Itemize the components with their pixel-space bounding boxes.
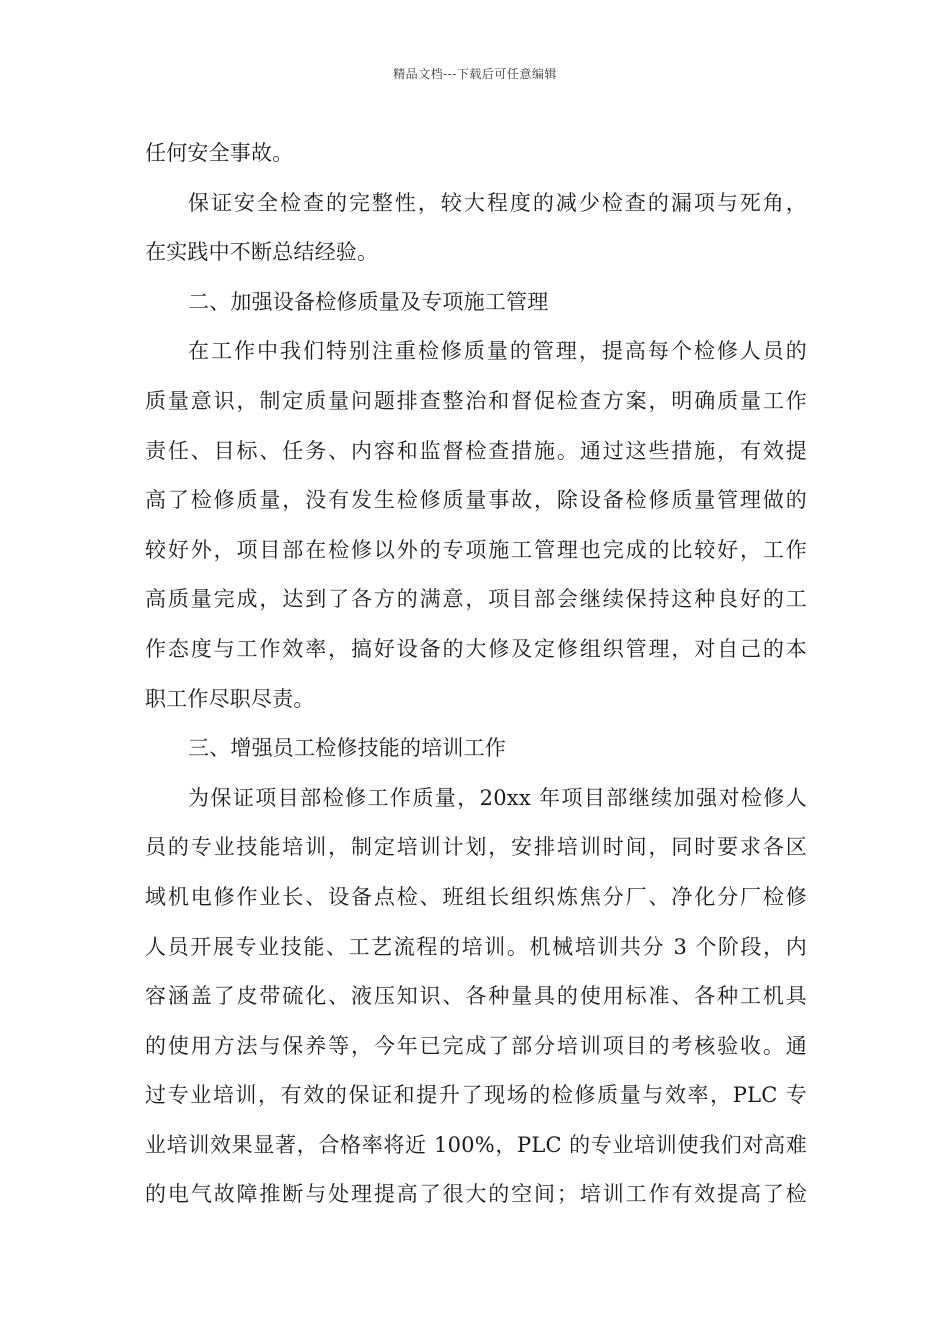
text-line: 的使用方法与保养等，今年已完成了部分培训项目的考核验收。通 xyxy=(145,1033,807,1058)
text-line: 高了检修质量，没有发生检修质量事故，除设备检修质量管理做的 xyxy=(145,488,807,513)
text-line: 较好外，项目部在检修以外的专项施工管理也完成的比较好，工作 xyxy=(145,537,807,562)
text-line: 为保证项目部检修工作质量，20xx 年项目部继续加强对检修人 xyxy=(188,785,807,810)
document-body xyxy=(145,129,807,1220)
text-line: 业培训效果显著，合格率将近 100%，PLC 的专业培训使我们对高难 xyxy=(145,1132,807,1157)
text-line: 三、增强员工检修技能的培训工作 xyxy=(188,736,506,761)
text-line: 域机电修作业长、设备点检、班组长组织炼焦分厂、净化分厂检修 xyxy=(145,884,807,909)
text-line: 二、加强设备检修质量及专项施工管理 xyxy=(188,289,549,314)
text-line: 在工作中我们特别注重检修质量的管理，提高每个检修人员的 xyxy=(188,339,807,364)
text-line: 的电气故障推断与处理提高了很大的空间；培训工作有效提高了检 xyxy=(145,1182,807,1207)
text-line: 在实践中不断总结经验。 xyxy=(145,240,379,265)
text-line: 人员开展专业技能、工艺流程的培训。机械培训共分 3 个阶段，内 xyxy=(145,934,807,959)
text-line: 员的专业技能培训，制定培训计划，安排培训时间，同时要求各区 xyxy=(145,835,807,860)
text-line: 责任、目标、任务、内容和监督检查措施。通过这些措施，有效提 xyxy=(145,438,807,463)
text-line: 过专业培训，有效的保证和提升了现场的检修质量与效率，PLC 专 xyxy=(145,1083,807,1108)
text-line: 高质量完成，达到了各方的满意，项目部会继续保持这种良好的工 xyxy=(145,587,807,612)
text-line: 质量意识，制定质量问题排查整治和督促检查方案，明确质量工作 xyxy=(145,388,807,413)
text-line: 任何安全事故。 xyxy=(145,141,294,165)
text-line: 职工作尽职尽责。 xyxy=(145,686,315,711)
text-line: 作态度与工作效率，搞好设备的大修及定修组织管理，对自己的本 xyxy=(145,636,807,661)
page-header: 精品文档---下载后可任意编辑 xyxy=(393,67,557,81)
text-line: 容涵盖了皮带硫化、液压知识、各种量具的使用标准、各种工机具 xyxy=(145,984,807,1009)
text-line: 保证安全检查的完整性，较大程度的减少检查的漏项与死角， xyxy=(188,190,807,215)
